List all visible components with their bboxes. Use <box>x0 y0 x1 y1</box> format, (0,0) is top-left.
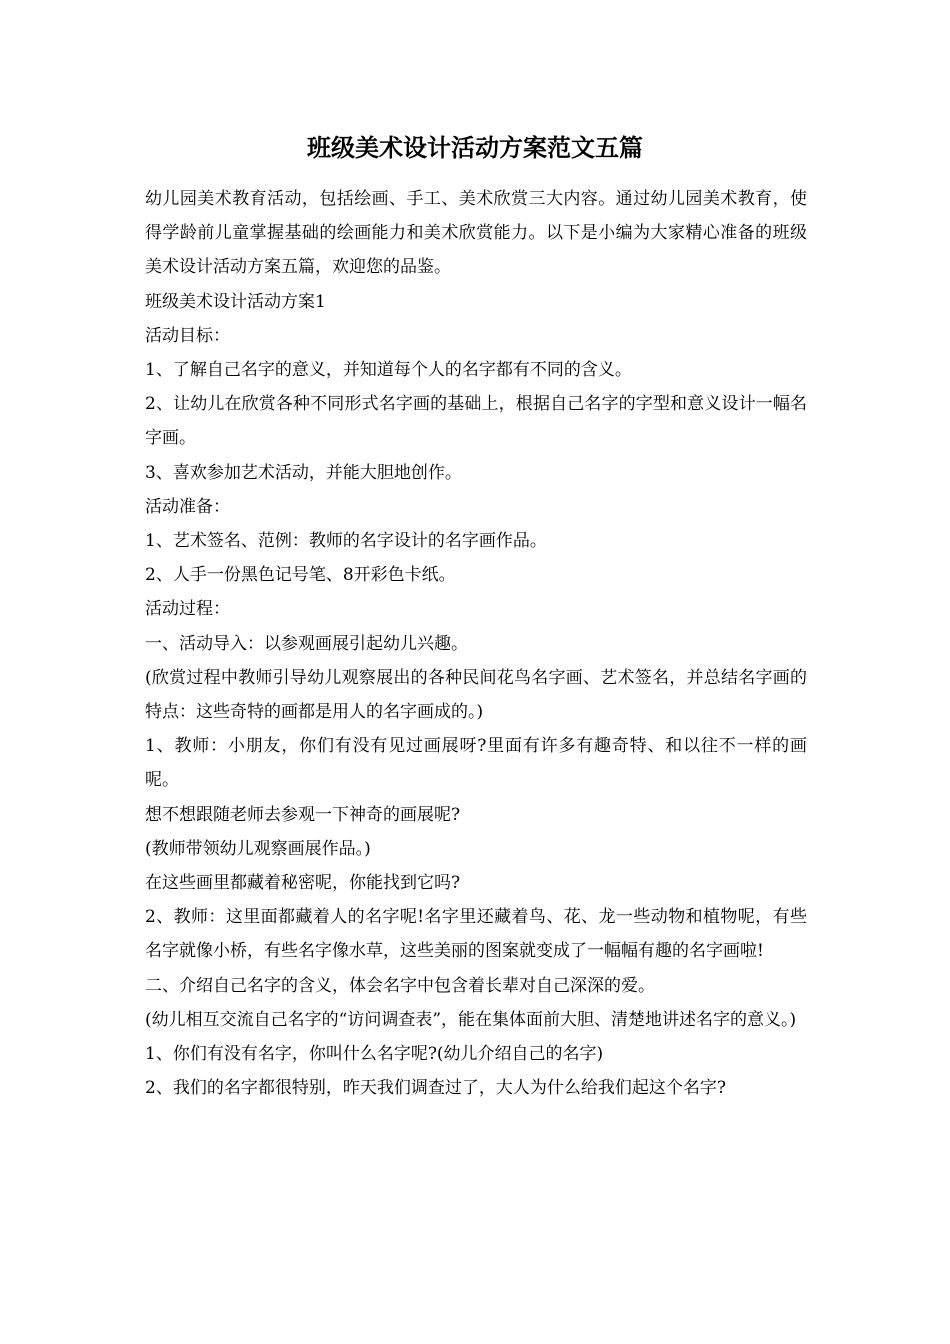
section-heading-plan-1: 班级美术设计活动方案1 <box>145 291 326 312</box>
preparation-item-1: 1、艺术签名、范例：教师的名字设计的名字画作品。 <box>145 531 547 552</box>
process-item-2: 2、教师：这里面都藏着人的名字呢!名字里还藏着鸟、花、龙一些动物和植物呢，有些名字就像小桥，有些名字像水草，这些美丽的图案就变成了一幅幅有趣的名字画啦! <box>145 907 807 962</box>
document-title: 班级美术设计活动方案范文五篇 <box>307 133 643 162</box>
process-step-2: 二、介绍自己名字的含义，体会名字中包含着长辈对自己深深的爱。 <box>145 975 655 996</box>
subheading-activity-goals: 活动目标： <box>145 325 230 346</box>
subheading-activity-preparation: 活动准备： <box>145 496 230 517</box>
goal-item-1: 1、了解自己名字的意义，并知道每个人的名字都有不同的含义。 <box>145 360 632 381</box>
goal-item-2: 2、让幼儿在欣赏各种不同形式名字画的基础上，根据自己名字的字型和意义设计一幅名字画。 <box>145 394 807 449</box>
subheading-activity-process: 活动过程： <box>145 599 230 620</box>
process-question-2: 在这些画里都藏着秘密呢，你能找到它吗? <box>145 873 461 894</box>
intro-paragraph: 幼儿园美术教育活动，包括绘画、手工、美术欣赏三大内容。通过幼儿园美术教育，使得学龄前儿童掌握基础的绘画能力和美术欣赏能力。以下是小编为大家精心准备的班级美术设计活动方案五篇，欢迎您的品鉴。 <box>145 189 807 278</box>
process-question-1: 想不想跟随老师去参观一下神奇的画展呢? <box>145 804 461 825</box>
process-item-1: 1、教师：小朋友，你们有没有见过画展呀?里面有许多有趣奇特、和以往不一样的画呢。 <box>145 736 807 791</box>
preparation-item-2: 2、人手一份黑色记号笔、8开彩色卡纸。 <box>145 565 456 586</box>
process-step-1: 一、活动导入：以参观画展引起幼儿兴趣。 <box>145 633 468 654</box>
process-note-1: (欣赏过程中教师引导幼儿观察展出的各种民间花鸟名字画、艺术签名，并总结名字画的特点：这些奇特的画都是用人的名字画成的。) <box>145 667 807 723</box>
process-item-4: 2、我们的名字都很特别，昨天我们调查过了，大人为什么给我们起这个名字? <box>145 1078 726 1099</box>
document-body <box>145 182 807 1105</box>
process-item-3: 1、你们有没有名字，你叫什么名字呢?(幼儿介绍自己的名字) <box>145 1044 604 1065</box>
process-note-2: (教师带领幼儿观察画展作品。) <box>145 838 371 859</box>
goal-item-3: 3、喜欢参加艺术活动，并能大胆地创作。 <box>145 462 462 483</box>
process-note-3: (幼儿相互交流自己名字的“访问调查表”，能在集体面前大胆、清楚地讲述名字的意义。) <box>145 1009 797 1030</box>
